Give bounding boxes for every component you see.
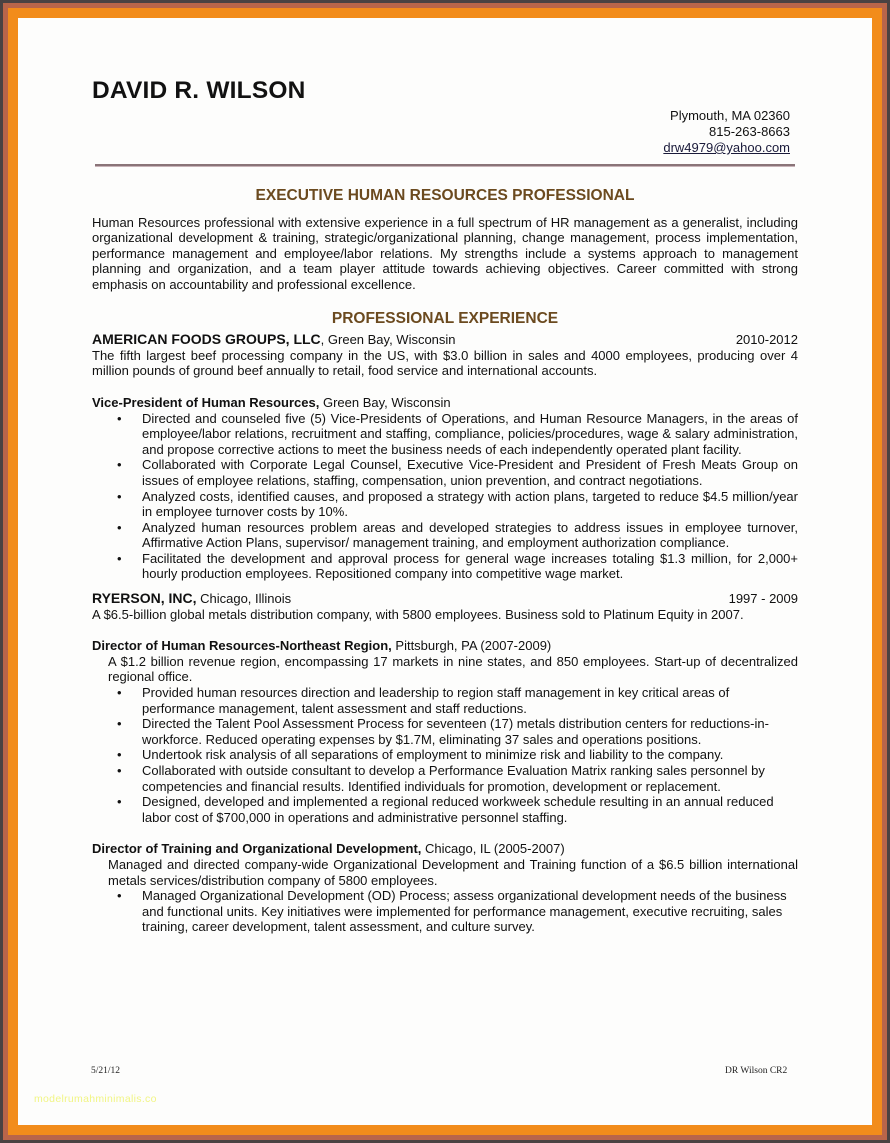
- role-title: Director of Training and Organizational Development,: [92, 841, 422, 857]
- bullet-item: • Designed, developed and implemented a regional reduced workweek schedule resulting in an annual reduced labor cost of $700,000 in operations and administrative personnel staffing.: [142, 794, 798, 825]
- company-location: , Green Bay, Wisconsin: [320, 332, 456, 348]
- contact-phone: 815-263-8663: [709, 124, 790, 139]
- role-entry: [92, 638, 798, 825]
- role-intro: Managed and directed company-wide Organizational Development and Training function of a $6.5 billion international metals services/distribution company of 5800 employees.: [108, 856, 798, 888]
- role-entry: [92, 841, 798, 935]
- role-bullets: [92, 888, 798, 935]
- company-header: [92, 332, 798, 348]
- company-entry: [92, 591, 798, 935]
- contact-email-link[interactable]: drw4979@yahoo.com: [663, 140, 790, 155]
- role-location: Chicago, IL (2005-2007): [421, 841, 565, 857]
- bullet-item: • Directed the Talent Pool Assessment Process for seventeen (17) metals distribution centers for reductions-in-workforce. Reduced operating expenses by $1.7M, eliminating 37 sales and operations positions.: [142, 716, 798, 747]
- company-name: RYERSON, INC,: [92, 590, 197, 607]
- bullet-item: • Collaborated with Corporate Legal Counsel, Executive Vice-President and President of Fresh Meats Group on issues of employee relations, staffing, compensation, union prevention, and contract negotiations.: [142, 457, 798, 488]
- role-title: Director of Human Resources-Northeast Region,: [92, 638, 392, 654]
- contact-location: Plymouth, MA 02360: [670, 108, 790, 123]
- role-header: [92, 638, 798, 654]
- company-dates: 2010-2012: [735, 332, 798, 348]
- contact-block: [663, 108, 790, 156]
- bullet-item: • Managed Organizational Development (OD) Process; assess organizational development needs of the business and functional units. Key initiatives were implemented for performance management, executive recruiting, sales training, career development, talent assessment, and culture survey.: [142, 888, 798, 935]
- bullet-item: • Collaborated with outside consultant to develop a Performance Evaluation Matrix ranking sales personnel by competencies and financial results. Identified individuals for promotion, development or replacement.: [142, 763, 798, 794]
- role-header: [92, 841, 798, 857]
- resume-body: [92, 188, 798, 935]
- company-dates: 1997 - 2009: [728, 591, 798, 607]
- role-entry: [92, 395, 798, 582]
- bullet-item: • Provided human resources direction and leadership to region staff management in key critical areas of performance management, talent assessment and staff reductions.: [142, 685, 798, 716]
- bullet-item: • Undertook risk analysis of all separations of employment to minimize risk and liability to the company.: [142, 747, 798, 763]
- candidate-name: DAVID R. WILSON: [92, 77, 306, 104]
- role-intro: A $1.2 billion revenue region, encompassing 17 markets in nine states, and 850 employees. Start-up of decentralized regional office.: [108, 653, 798, 685]
- experience-heading: PROFESSIONAL EXPERIENCE: [331, 309, 559, 327]
- company-name: AMERICAN FOODS GROUPS, LLC: [92, 331, 321, 348]
- footer-date: 5/21/12: [91, 1066, 121, 1076]
- summary-text: Human Resources professional with extensive experience in a full spectrum of HR management as a generalist, including organizational development & training, strategic/organizational planning, change management, process implementation, performance management and employee/labor relations. My strengths include a systems approach to management planning and organization, and a team player attitude towards achieving objectives. Career committed with strong emphasis on accountability and professional excellence.: [92, 214, 798, 292]
- company-entry: [92, 332, 798, 582]
- role-location: Green Bay, Wisconsin: [319, 394, 451, 410]
- role-title: Vice-President of Human Resources,: [92, 394, 320, 410]
- bullet-item: • Analyzed costs, identified causes, and proposed a strategy with action plans, targeted to reduce $4.5 million/year in employee turnover costs by 10%.: [142, 489, 798, 520]
- watermark-text: modelrumahminimalis.co: [34, 1093, 157, 1105]
- role-location: Pittsburgh, PA (2007-2009): [391, 638, 552, 654]
- company-location: Chicago, Illinois: [196, 591, 292, 607]
- role-header: [92, 395, 798, 411]
- company-description: The fifth largest beef processing company in the US, with $3.0 billion in sales and 4000 employees, producing over 4 million pounds of ground beef annually to retail, food service and international accounts.: [92, 347, 798, 379]
- company-description: A $6.5-billion global metals distribution company, with 5800 employees. Business sold to Platinum Equity in 2007.: [92, 606, 744, 622]
- bullet-item: • Directed and counseled five (5) Vice-Presidents of Operations, and Human Resource Managers, in the areas of employee/labor relations, recruitment and staffing, compliance, policies/procedures, wage & salary administration, and propose corrective actions to meet the business needs of each independently operated plant facility.: [142, 411, 798, 458]
- header-divider: [95, 164, 795, 167]
- bullet-item: • Analyzed human resources problem areas and developed strategies to address issues in employee turnover, Affirmative Action Plans, supervisor/ management training, and employment authorization compliance.: [142, 520, 798, 551]
- summary-heading: EXECUTIVE HUMAN RESOURCES PROFESSIONAL: [255, 187, 635, 204]
- company-header: [92, 591, 798, 607]
- role-bullets: [92, 411, 798, 583]
- role-bullets: [92, 685, 798, 825]
- bullet-item: • Facilitated the development and approval process for general wage increases totaling $1.3 million, for 2,000+ hourly production employees. Repositioned company into competitive wage market.: [142, 551, 798, 582]
- footer-document-id: DR Wilson CR2: [725, 1066, 788, 1076]
